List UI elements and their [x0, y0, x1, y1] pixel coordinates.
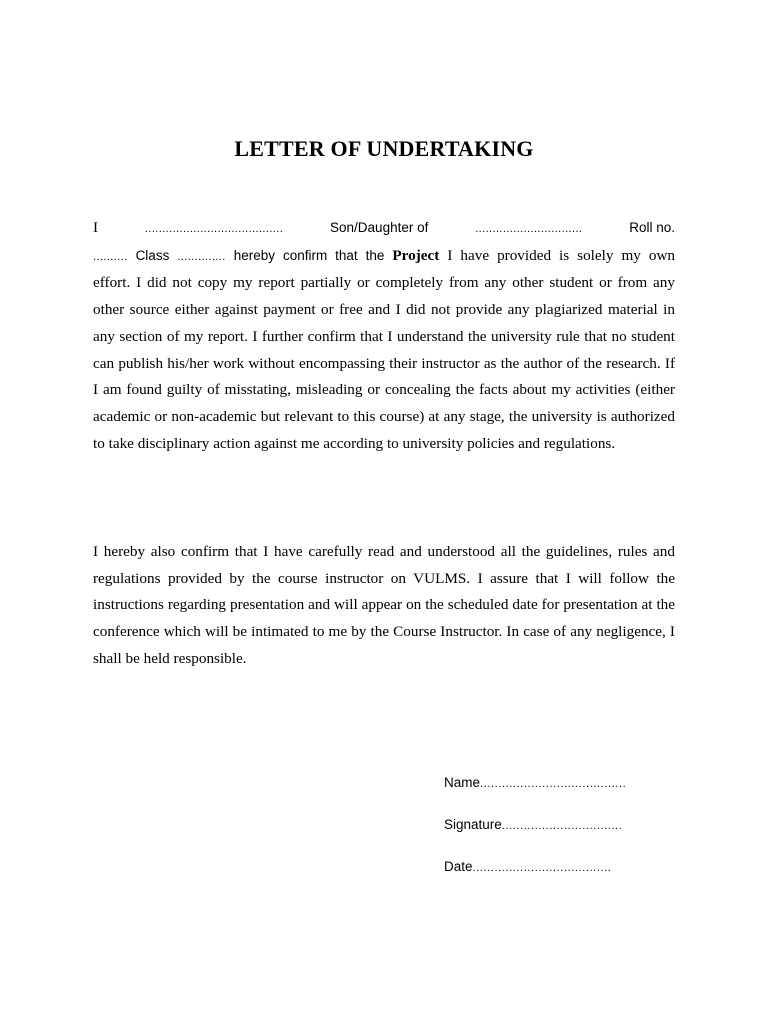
confirm-text: hereby confirm that the	[233, 247, 385, 263]
declaration-body-text: effort. I did not copy my report partially or completely from any other student or from any other source either against payment or free and I did not provide any plagiarized material in any section of my report. I further confirm that I understand the university rule that no student can publish his/her work without encompassing their instructor as the author of the research. If I am found guilty of misstating, misleading or concealing the facts about my activities (either academic or non-academic but relevant to this course) at any stage, the university is authorized to take disciplinary action against me according to university policies and regulations.	[93, 274, 675, 452]
date-label: Date	[444, 859, 473, 874]
paragraph-guidelines: I hereby also confirm that I have carefully read and understood all the guidelines, rules and regulations provided by the course instructor on VULMS. I assure that I will follow the instructions regarding presentation and will appear on the scheduled date for presentation at the conference which will be intimated to me by the Course Instructor. In case of any negligence, I shall be held responsible.	[93, 543, 675, 667]
date-field	[444, 859, 611, 874]
date-dots: ......................................	[472, 862, 612, 874]
document-title: LETTER OF UNDERTAKING	[234, 136, 534, 161]
class-blank: ..............	[177, 250, 226, 263]
name-dots: ........................................	[480, 778, 627, 790]
declaration-line-1	[93, 215, 675, 243]
roll-no-label: Roll no.	[629, 220, 675, 235]
son-daughter-of-label: Son/Daughter of	[330, 220, 429, 235]
name-label: Name	[444, 775, 481, 790]
project-word: Project	[392, 246, 440, 264]
name-field	[444, 775, 626, 790]
name-blank: ........................................	[144, 223, 284, 235]
confirm-rest-text: I have provided is solely my own	[447, 246, 676, 264]
signature-field	[444, 817, 622, 832]
parent-name-blank: ...............................	[475, 223, 583, 235]
declaration-line-2	[93, 243, 675, 271]
signature-label: Signature	[444, 817, 502, 832]
roll-no-blank: ..........	[93, 250, 128, 263]
paragraph-declaration	[93, 215, 675, 457]
signature-dots: .................................	[501, 820, 623, 832]
class-label: Class	[135, 247, 170, 263]
pronoun-text: I	[93, 219, 99, 236]
